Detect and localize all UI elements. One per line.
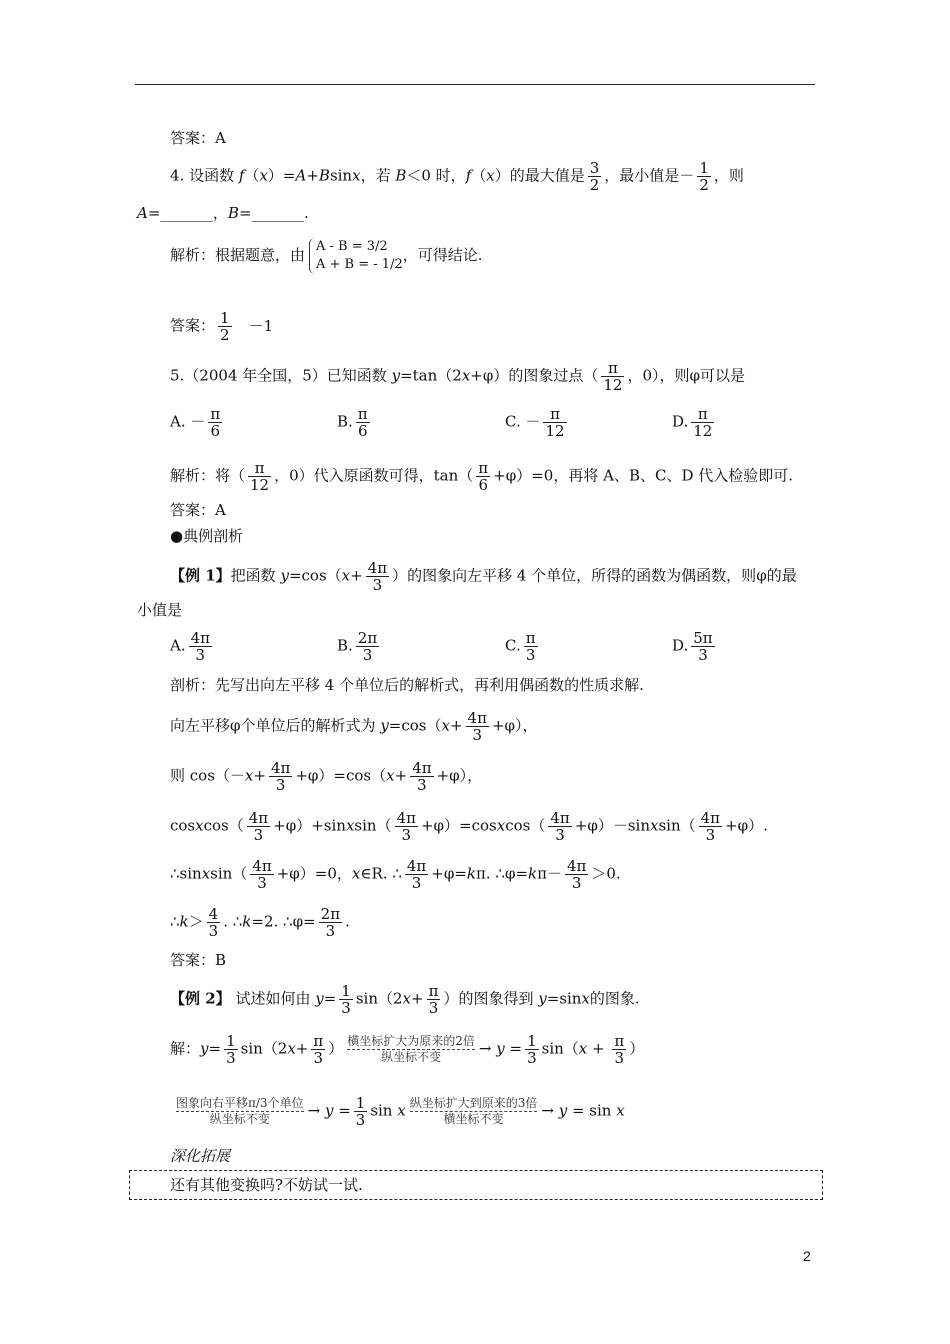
fraction: $\frac{\pi}{12}$ [250,459,270,494]
solution-5: 解析：将（ $\frac{\pi}{12}$ ，0）代入原函数可得，tan（ $\frac{\pi}{6}$ +φ）=0，再将 A、B、C、D 代入检验即可. [170,459,794,494]
example-1-cont: 小值是 [137,601,183,619]
fraction: $\frac{\pi}{3}$ [313,1032,324,1067]
option-c: C. － $\frac{\pi}{12}$ [505,405,565,440]
fraction: $\frac{\pi}{3}$ [525,629,536,664]
fraction: $\frac{4\pi}{3}$ [252,857,272,892]
solution-4: 解析：根据题意，由 A - B = 3/2 A + B = - 1/2 ，可得结论. [170,239,483,272]
fraction: $\frac{4\pi}{3}$ [550,809,570,844]
answer-4: 答案： $\frac{1}{2}$ －1 [170,309,274,344]
answer-b: 答案：B [170,951,227,969]
fraction: $\frac{4\pi}{3}$ [367,559,388,594]
fraction: $\frac{1}{2}$ [699,159,709,194]
fraction: $\frac{\pi}{3}$ [614,1032,625,1067]
option-d: D. $\frac{\pi}{12}$ [672,405,713,440]
fraction: $\frac{4\pi}{3}$ [566,857,587,892]
fraction: $\frac{1}{3}$ [226,1032,236,1067]
question-4: 4. 设函数 f（x）=A+Bsinx，若 B＜0 时，f（x）的最大值是 $\frac{3}{2}$ ，最小值是－ $\frac{1}{2}$ ，则 [170,159,744,194]
equation-system: A - B = 3/2 A + B = - 1/2 [309,238,403,274]
step-2: 则 cos（－x+ $\frac{4\pi}{3}$ +φ）=cos（x+ $\frac{4\pi}{3}$ +φ）， [170,759,483,794]
transform-arrow: 横坐标扩大为原来的2倍 纵坐标不变 [347,1034,475,1064]
fraction: $\frac{\pi}{6}$ [210,405,221,440]
solution-2: 解：y= $\frac{1}{3}$ sin（2x+ $\frac{\pi}{3}$ ） 横坐标扩大为原来的2倍 纵坐标不变 → y = $\frac{1}{3}$ sin（x + $\frac{\pi}{3}$ ） [170,1032,645,1067]
option-d: D. $\frac{5\pi}{3}$ [672,629,713,664]
fraction: $\frac{4\pi}{3}$ [396,809,416,844]
arrow-head-icon: → [541,1101,554,1120]
transform-arrow: 纵坐标扩大到原来的3倍 横坐标不变 [409,1096,538,1126]
fraction: $\frac{\pi}{6}$ [357,405,368,440]
header-rule [135,84,815,85]
fraction: $\frac{\pi}{12}$ [603,359,623,394]
page-number: 2 [803,1248,811,1264]
fraction: $\frac{4\pi}{3}$ [190,629,211,664]
analysis-1: 剖析：先写出向左平移 4 个单位后的解析式，再利用偶函数的性质求解. [170,676,644,694]
example-2: 【例 2】 试述如何由 y= $\frac{1}{3}$ sin（2x+ $\frac{\pi}{3}$ ）的图象得到 y=sinx的图象. [170,982,640,1017]
deepen-heading: 深化拓展 [170,1147,231,1165]
question-5: 5.（2004 年全国，5）已知函数 y=tan（2x+φ）的图象过点（ $\frac{\pi}{12}$ ，0），则φ可以是 [170,359,746,394]
step-4: ∴sinxsin（ $\frac{4\pi}{3}$ +φ）=0，x∈R. ∴ $\frac{4\pi}{3}$ +φ=kπ. ∴φ=kπ－ $\frac{4\pi}{3}$ ＞0. [170,857,621,892]
section-heading: ●典例剖析 [170,527,244,545]
answer-a: 答案：A [170,129,226,147]
fraction: $\frac{5\pi}{3}$ [693,629,713,664]
step-5: ∴k＞ $\frac{4}{3}$ . ∴k=2. ∴φ= $\frac{2\pi}{3}$ . [170,905,350,940]
option-b: B. $\frac{2\pi}{3}$ [337,629,378,664]
fraction: $\frac{4\pi}{3}$ [248,809,269,844]
fraction: $\frac{1}{3}$ [355,1094,366,1129]
option-a: A. － $\frac{\pi}{6}$ [170,405,221,440]
answer-5: 答案：A [170,501,226,519]
arrow-head-icon: → [478,1039,492,1058]
question-4-blanks: A=_______，B=_______. [137,204,309,222]
fraction: $\frac{4}{3}$ [208,905,219,940]
fraction: $\frac{\pi}{12}$ [693,405,713,440]
fraction: $\frac{2\pi}{3}$ [357,629,378,664]
option-a: A. $\frac{4\pi}{3}$ [170,629,211,664]
fraction: $\frac{1}{3}$ [527,1032,537,1067]
arrow-head-icon: → [307,1101,321,1120]
fraction: $\frac{\pi}{6}$ [478,459,489,494]
fraction: $\frac{4\pi}{3}$ [406,857,427,892]
fraction: $\frac{4\pi}{3}$ [700,809,721,844]
example-1: 【例 1】把函数 y=cos（x+ $\frac{4\pi}{3}$ ）的图象向左平移 4 个单位，所得的函数为偶函数，则φ的最 [170,559,797,594]
fraction: $\frac{4\pi}{3}$ [467,709,487,744]
fraction: $\frac{2\pi}{3}$ [320,905,341,940]
extension-text: 还有其他变换吗?不妨试一试. [170,1176,363,1194]
fraction: $\frac{\pi}{3}$ [428,982,439,1017]
fraction: $\frac{3}{2}$ [589,159,600,194]
step-1: 向左平移φ个单位后的解析式为 y=cos（x+ $\frac{4\pi}{3}$ +φ）， [170,709,538,744]
option-b: B. $\frac{\pi}{6}$ [337,405,368,440]
step-3: cosxcos（ $\frac{4\pi}{3}$ +φ）+sinxsin（ $\frac{4\pi}{3}$ +φ）=cosxcos（ $\frac{4\pi}{3}$ +φ）－sinxsin（ $\frac{4\pi}{3}$ +φ）. [170,809,768,844]
fraction: $\frac{1}{3}$ [341,982,351,1017]
fraction: $\frac{4\pi}{3}$ [270,759,291,794]
transform-arrow: 图象向右平移π/3个单位 纵坐标不变 [176,1096,304,1126]
option-c: C. $\frac{\pi}{3}$ [505,629,536,664]
fraction: $\frac{4\pi}{3}$ [412,759,432,794]
fraction: $\frac{\pi}{12}$ [545,405,565,440]
fraction: $\frac{1}{2}$ [220,309,230,344]
solution-2-cont: 图象向右平移π/3个单位 纵坐标不变 → y = $\frac{1}{3}$ sin x 纵坐标扩大到原来的3倍 横坐标不变 → y = sin x [176,1094,625,1129]
